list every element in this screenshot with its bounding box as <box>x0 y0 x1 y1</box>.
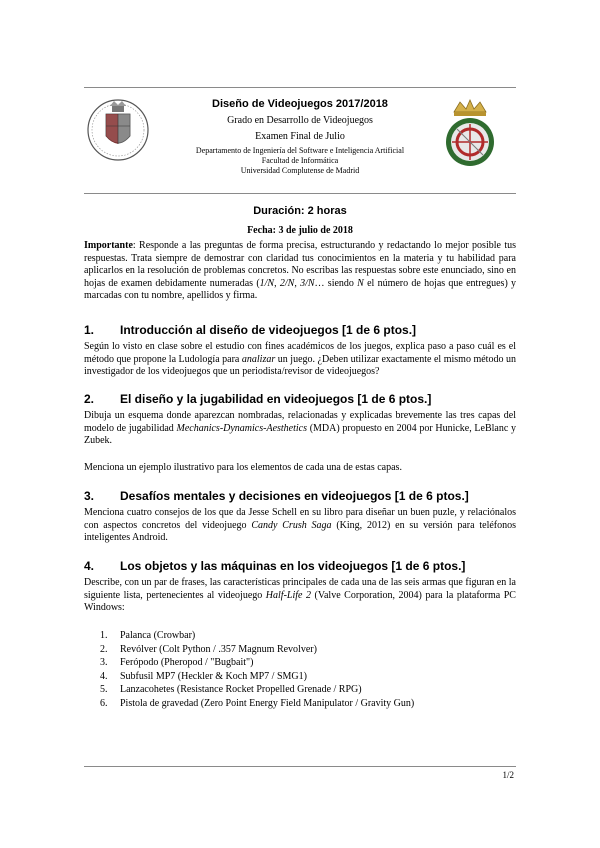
list-item: 1. Palanca (Crowbar) <box>100 630 196 641</box>
section-4-heading: 4. Los objetos y las máquinas en los videojuegos [1 de 6 ptos.] <box>84 559 466 573</box>
section-2-paragraph-2: Menciona un ejemplo ilustrativo para los elementos de cada una de estas capas. <box>84 462 402 473</box>
header-bottom-rule <box>84 193 516 194</box>
ucm-crest-logo <box>84 92 152 172</box>
header-top-rule <box>84 87 516 88</box>
footer-rule <box>84 766 516 767</box>
list-item: 5. Lanzacohetes (Resistance Rocket Propelled Grenade / RPG) <box>100 684 362 696</box>
weapons-list <box>100 629 520 711</box>
exam-name: Examen Final de Julio <box>255 131 345 142</box>
exam-date: Fecha: 3 de julio de 2018 <box>247 225 353 236</box>
section-3-paragraph: Menciona cuatro consejos de los que da Jesse Schell en su libro para diseñar un buen puzle, y relaciónalos con aspectos concretos del videojuego Candy Crush Saga (King, 2012) en su versión para teléfonos inteligentes Android. <box>84 507 517 543</box>
instructions-paragraph: Importante: Responde a las preguntas de forma precisa, estructurando y redactando lo mejor posible tus respuestas. Trata siempre de demostrar con claridad tus conocimientos en la materia y tu habilidad para aplicarlos en la resolución de problemas concretos. No escribas las respuestas sobre este enunciado, sino en hojas de examen debidamente numeradas (1/N, 2/N, 3/N… siendo N el número de hojas que entregues) y marcadas con tu nombre, apellidos y firma. <box>84 240 517 301</box>
section-2-paragraph: Dibuja un esquema donde aparezcan nombradas, relacionadas y explicadas brevemente las tres capas del modelo de jugabilidad Mechanics-Dynamics-Aesthetics (MDA) propuesto en 2004 por Hunicke, LeBlanc y Zubek. <box>84 410 516 446</box>
section-1-paragraph: Según lo visto en clase sobre el estudio con fines académicos de los juegos, explica paso a paso cuál es el método que propone la Ludología para analizar un juego. ¿Deben utilizar exactamente el mismo método un investigador de los videojuegos que un periodista/revisor de videojuegos? <box>84 341 516 377</box>
section-4-paragraph: Describe, con un par de frases, las características principales de cada una de las seis armas que figuran en la siguiente lista, pertenecientes al videojuego Half-Life 2 (Valve Corporation, 2004) para la plataforma PC Windows: <box>84 577 516 613</box>
course-title: Diseño de Videojuegos 2017/2018 <box>212 98 388 110</box>
section-2-heading: 2. El diseño y la jugabilidad en videojuegos [1 de 6 ptos.] <box>84 392 432 406</box>
section-1-heading: 1. Introducción al diseño de videojuegos [1 de 6 ptos.] <box>84 323 417 337</box>
faculty-emblem-logo <box>440 96 500 172</box>
list-item: 3. Ferópodo (Pheropod / "Bugbait") <box>100 657 254 669</box>
list-item: 2. Revólver (Colt Python / .357 Magnum Revolver) <box>100 643 317 655</box>
department-name: Departamento de Ingeniería del Software e Inteligencia Artificial <box>195 146 405 155</box>
exam-duration: Duración: 2 horas <box>253 205 347 217</box>
list-item: 6. Pistola de gravedad (Zero Point Energy Field Manipulator / Gravity Gun) <box>100 697 415 709</box>
section-3-heading: 3. Desafíos mentales y decisiones en videojuegos [1 de 6 ptos.] <box>84 489 469 503</box>
page-number: 1/2 <box>502 770 514 780</box>
degree-name: Grado en Desarrollo de Videojuegos <box>227 115 373 126</box>
university-name: Universidad Complutense de Madrid <box>240 166 360 175</box>
faculty-name: Facultad de Informática <box>261 156 339 165</box>
instructions-label: Importante <box>84 240 133 251</box>
list-item: 4. Subfusil MP7 (Heckler & Koch MP7 / SMG1) <box>100 670 307 682</box>
